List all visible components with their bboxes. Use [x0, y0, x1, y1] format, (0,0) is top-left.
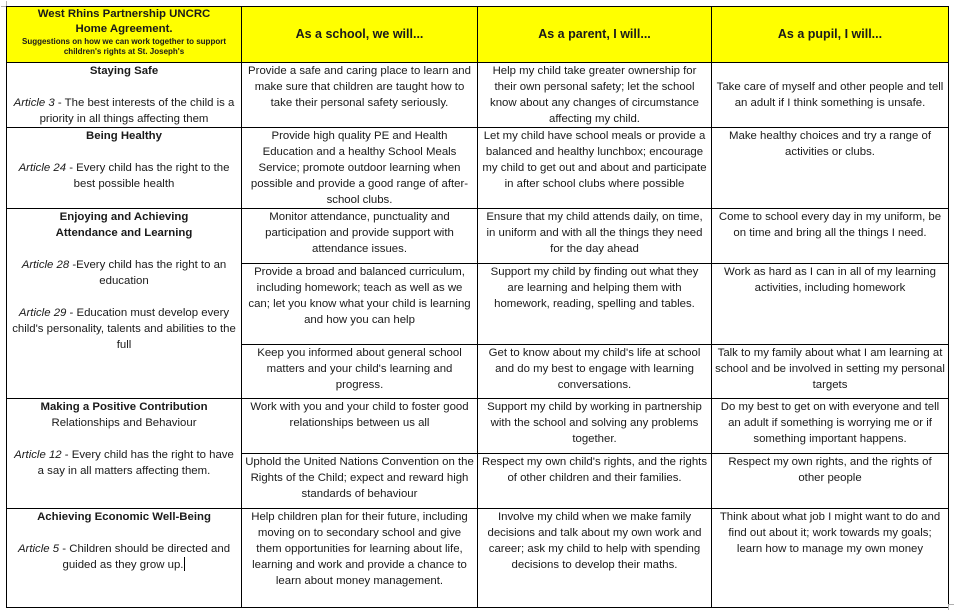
header-row: [7, 7, 949, 63]
column-header-parent-label: As a parent, I will...: [538, 27, 651, 41]
home-agreement-table: [6, 6, 949, 608]
theme-cell-being-healthy[interactable]: [7, 128, 242, 209]
parent-cell[interactable]: Get to know about my child's life at school and do my best to engage with learning conversations.: [478, 345, 712, 399]
theme-subtitle: Attendance and Learning: [55, 227, 193, 239]
theme-title: Making a Positive Contribution: [40, 401, 208, 413]
article-reference: [12, 307, 236, 351]
article-number: Article 29: [18, 307, 67, 319]
parent-cell[interactable]: Ensure that my child attends daily, on time, in uniform and with all the things they need for the day ahead: [478, 209, 712, 264]
parent-cell[interactable]: Respect my own child's rights, and the rights of other children and their families.: [478, 454, 712, 509]
document-title-line1: West Rhins Partnership UNCRC: [37, 8, 211, 20]
pupil-cell[interactable]: Make healthy choices and try a range of activities or clubs.: [712, 128, 949, 209]
table-row: [7, 128, 949, 209]
text-cursor: [184, 557, 185, 571]
article-reference: [22, 259, 227, 287]
school-cell[interactable]: Provide high quality PE and Health Education and a healthy School Meals Service; promote outdoor learning when possible and provide a good range of after-school clubs.: [242, 128, 478, 209]
school-cell[interactable]: Help children plan for their future, including moving on to secondary school and give them opportunities for learning about life, learning and work and provide a chance to learn about money management.: [242, 509, 478, 608]
column-header-school[interactable]: [242, 7, 478, 63]
parent-cell[interactable]: Support my child by working in partnership with the school and solving any problems together.: [478, 399, 712, 454]
pupil-cell[interactable]: Think about what job I might want to do and find out about it; work towards my goals; learn how to manage my own money: [712, 509, 949, 608]
pupil-cell[interactable]: Do my best to get on with everyone and tell an adult if something is worrying me or if something important happens.: [712, 399, 949, 454]
theme-cell-positive-contribution[interactable]: [7, 399, 242, 509]
theme-cell-staying-safe[interactable]: [7, 63, 242, 128]
article-reference: [14, 97, 235, 125]
theme-title: Being Healthy: [86, 130, 162, 142]
article-reference: [18, 543, 230, 571]
table-row: [7, 399, 949, 454]
table-resize-handle[interactable]: [948, 604, 954, 610]
parent-cell[interactable]: Involve my child when we make family decisions and talk about my own work and career; ask my child to help with spending decisions to develop their maths.: [478, 509, 712, 608]
article-number: Article 12: [14, 449, 62, 461]
pupil-cell[interactable]: Work as hard as I can in all of my learning activities, including homework: [712, 264, 949, 345]
pupil-cell[interactable]: Take care of myself and other people and tell an adult if I think something is unsafe.: [712, 63, 949, 128]
theme-title: Achieving Economic Well-Being: [37, 511, 211, 523]
table-row: [7, 209, 949, 264]
column-header-parent[interactable]: [478, 7, 712, 63]
theme-title: Enjoying and Achieving: [59, 211, 189, 223]
parent-cell[interactable]: Help my child take greater ownership for their own personal safety; let the school know about any changes of circumstance affecting my child.: [478, 63, 712, 128]
article-text: - Education must develop every child's personality, talents and abilities to the full: [12, 307, 236, 351]
article-number: Article 24: [18, 162, 67, 174]
theme-subtitle: Relationships and Behaviour: [51, 417, 197, 429]
article-text: - Children should be directed and guided as they grow up.: [59, 543, 231, 571]
theme-title: Staying Safe: [89, 65, 159, 77]
school-cell[interactable]: Keep you informed about general school matters and your child's learning and progress.: [242, 345, 478, 399]
article-reference: [19, 162, 230, 190]
pupil-cell[interactable]: Come to school every day in my uniform, be on time and bring all the things I need.: [712, 209, 949, 264]
column-header-school-label: As a school, we will...: [295, 27, 424, 41]
article-text: - The best interests of the child is a priority in all things affecting them: [39, 97, 235, 125]
theme-cell-economic-well-being[interactable]: [7, 509, 242, 608]
column-header-pupil[interactable]: [712, 7, 949, 63]
article-reference: [14, 449, 234, 477]
article-number: Article 3: [13, 97, 55, 109]
school-cell[interactable]: Uphold the United Nations Convention on the Rights of the Child; expect and reward high standards of behaviour: [242, 454, 478, 509]
school-cell[interactable]: Provide a safe and caring place to learn and make sure that children are taught how to take their personal safety seriously.: [242, 63, 478, 128]
table-row: [7, 509, 949, 608]
article-number: Article 28: [21, 259, 70, 271]
document-title-line2: Home Agreement.: [75, 23, 173, 35]
article-number: Article 5: [17, 543, 60, 555]
table-row: [7, 63, 949, 128]
pupil-cell[interactable]: Talk to my family about what I am learning at school and be involved in setting my personal targets: [712, 345, 949, 399]
article-text: - Every child has the right to have a say in all matters affecting them.: [37, 449, 234, 477]
parent-cell[interactable]: Let my child have school meals or provide a balanced and healthy lunchbox; encourage my child to get out and about and participate in after school clubs where possible: [478, 128, 712, 209]
parent-cell[interactable]: Support my child by finding out what they are learning and helping them with homework, reading, spelling and tables.: [478, 264, 712, 345]
article-text: - Every child has the right to the best possible health: [66, 162, 230, 190]
article-text: -Every child has the right to an education: [69, 259, 227, 287]
school-cell[interactable]: Provide a broad and balanced curriculum, including homework; teach as well as we can; let you know what your child is learning and how you can help: [242, 264, 478, 345]
theme-cell-enjoying-achieving[interactable]: [7, 209, 242, 399]
column-header-pupil-label: As a pupil, I will...: [777, 27, 883, 41]
pupil-cell[interactable]: Respect my own rights, and the rights of other people: [712, 454, 949, 509]
title-cell[interactable]: [7, 7, 242, 63]
document-subtitle: Suggestions on how we can work together to support children's rights at St. Joseph's: [21, 37, 226, 56]
school-cell[interactable]: Work with you and your child to foster good relationships between us all: [242, 399, 478, 454]
school-cell[interactable]: Monitor attendance, punctuality and participation and provide support with attendance issues.: [242, 209, 478, 264]
